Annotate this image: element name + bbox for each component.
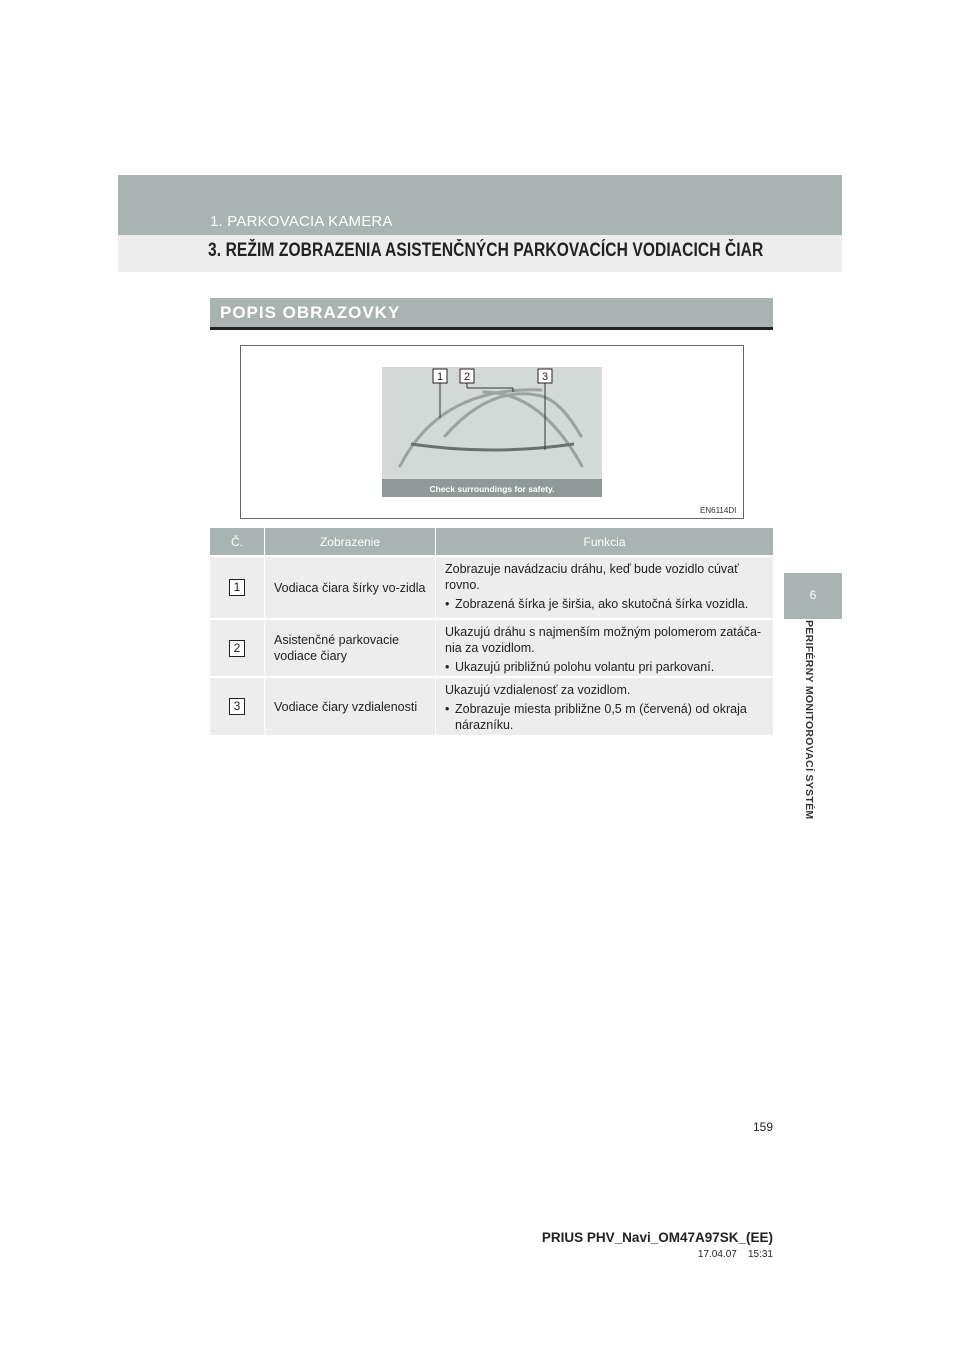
header-display: Zobrazenie [265,528,436,556]
row-function-cell [436,619,774,677]
row-function-bullet: • Zobrazená šírka je širšia, ako skutočná šírka vozidla. [445,596,763,612]
row-function-text: Ukazujú dráhu s najmenším možným polomerom zatáča-nia za vozidlom. [445,625,762,655]
row-function-cell [436,556,774,619]
subsection-title: POPIS OBRAZOVKY [220,303,401,322]
header-function: Funkcia [436,528,774,556]
row-number: 3 [229,698,245,715]
svg-text:2: 2 [463,371,471,383]
table-row [210,619,773,677]
row-number-cell [210,677,265,735]
row-display-name: Vodiaca čiara šírky vo-zidla [265,556,436,619]
camera-screen [382,367,602,497]
header-number: Č. [210,528,265,556]
table-row [210,556,773,619]
camera-screen-illustration [241,346,743,518]
table-header-row [210,528,773,556]
side-title-container [786,620,820,870]
table-row [210,677,773,735]
callout-1 [433,369,447,383]
callout-2 [460,369,474,383]
row-function-bullet: • Ukazujú približnú polohu volantu pri parkovaní. [445,659,763,675]
row-function-cell [436,677,774,735]
image-code: EN6114DI [700,506,737,515]
row-number: 1 [229,579,245,596]
print-stamp [600,1249,773,1260]
chapter-title: 3. REŽIM ZOBRAZENIA ASISTENČNÝCH PARKOVACÍCH VODIACICH ČIAR [208,240,764,261]
row-function-text: Ukazujú vzdialenosť za vozidlom. [445,683,631,697]
row-function-text: Zobrazuje navádzaciu dráhu, keď bude vozidlo cúvať rovno. [445,562,739,592]
print-time: 15:31 [747,1249,773,1260]
section-label: 1. PARKOVACIA KAMERA [210,213,393,230]
print-date: 17.04.07 [697,1249,737,1260]
row-number: 2 [229,640,245,657]
row-number-cell [210,556,265,619]
svg-text:3: 3 [541,371,549,383]
screen-message: Check surroundings for safety. [429,484,555,494]
row-function-bullet: • Zobrazuje miesta približne 0,5 m (červená) od okraja nárazníku. [445,701,763,733]
chapter-number: 6 [809,588,817,602]
display-description-table [210,528,773,735]
camera-screen-figure [240,345,744,519]
callout-3 [538,369,552,383]
subsection-rule [210,327,773,330]
row-display-name: Asistenčné parkovacie vodiace čiary [265,619,436,677]
page-number: 159 [752,1120,773,1134]
side-chapter-title: PERIFÉRNY MONITOROVACÍ SYSTÉM [803,620,815,820]
svg-text:1: 1 [436,371,444,383]
row-number-cell [210,619,265,677]
document-id: PRIUS PHV_Navi_OM47A97SK_(EE) [541,1230,773,1245]
row-display-name: Vodiace čiary vzdialenosti [265,677,436,735]
